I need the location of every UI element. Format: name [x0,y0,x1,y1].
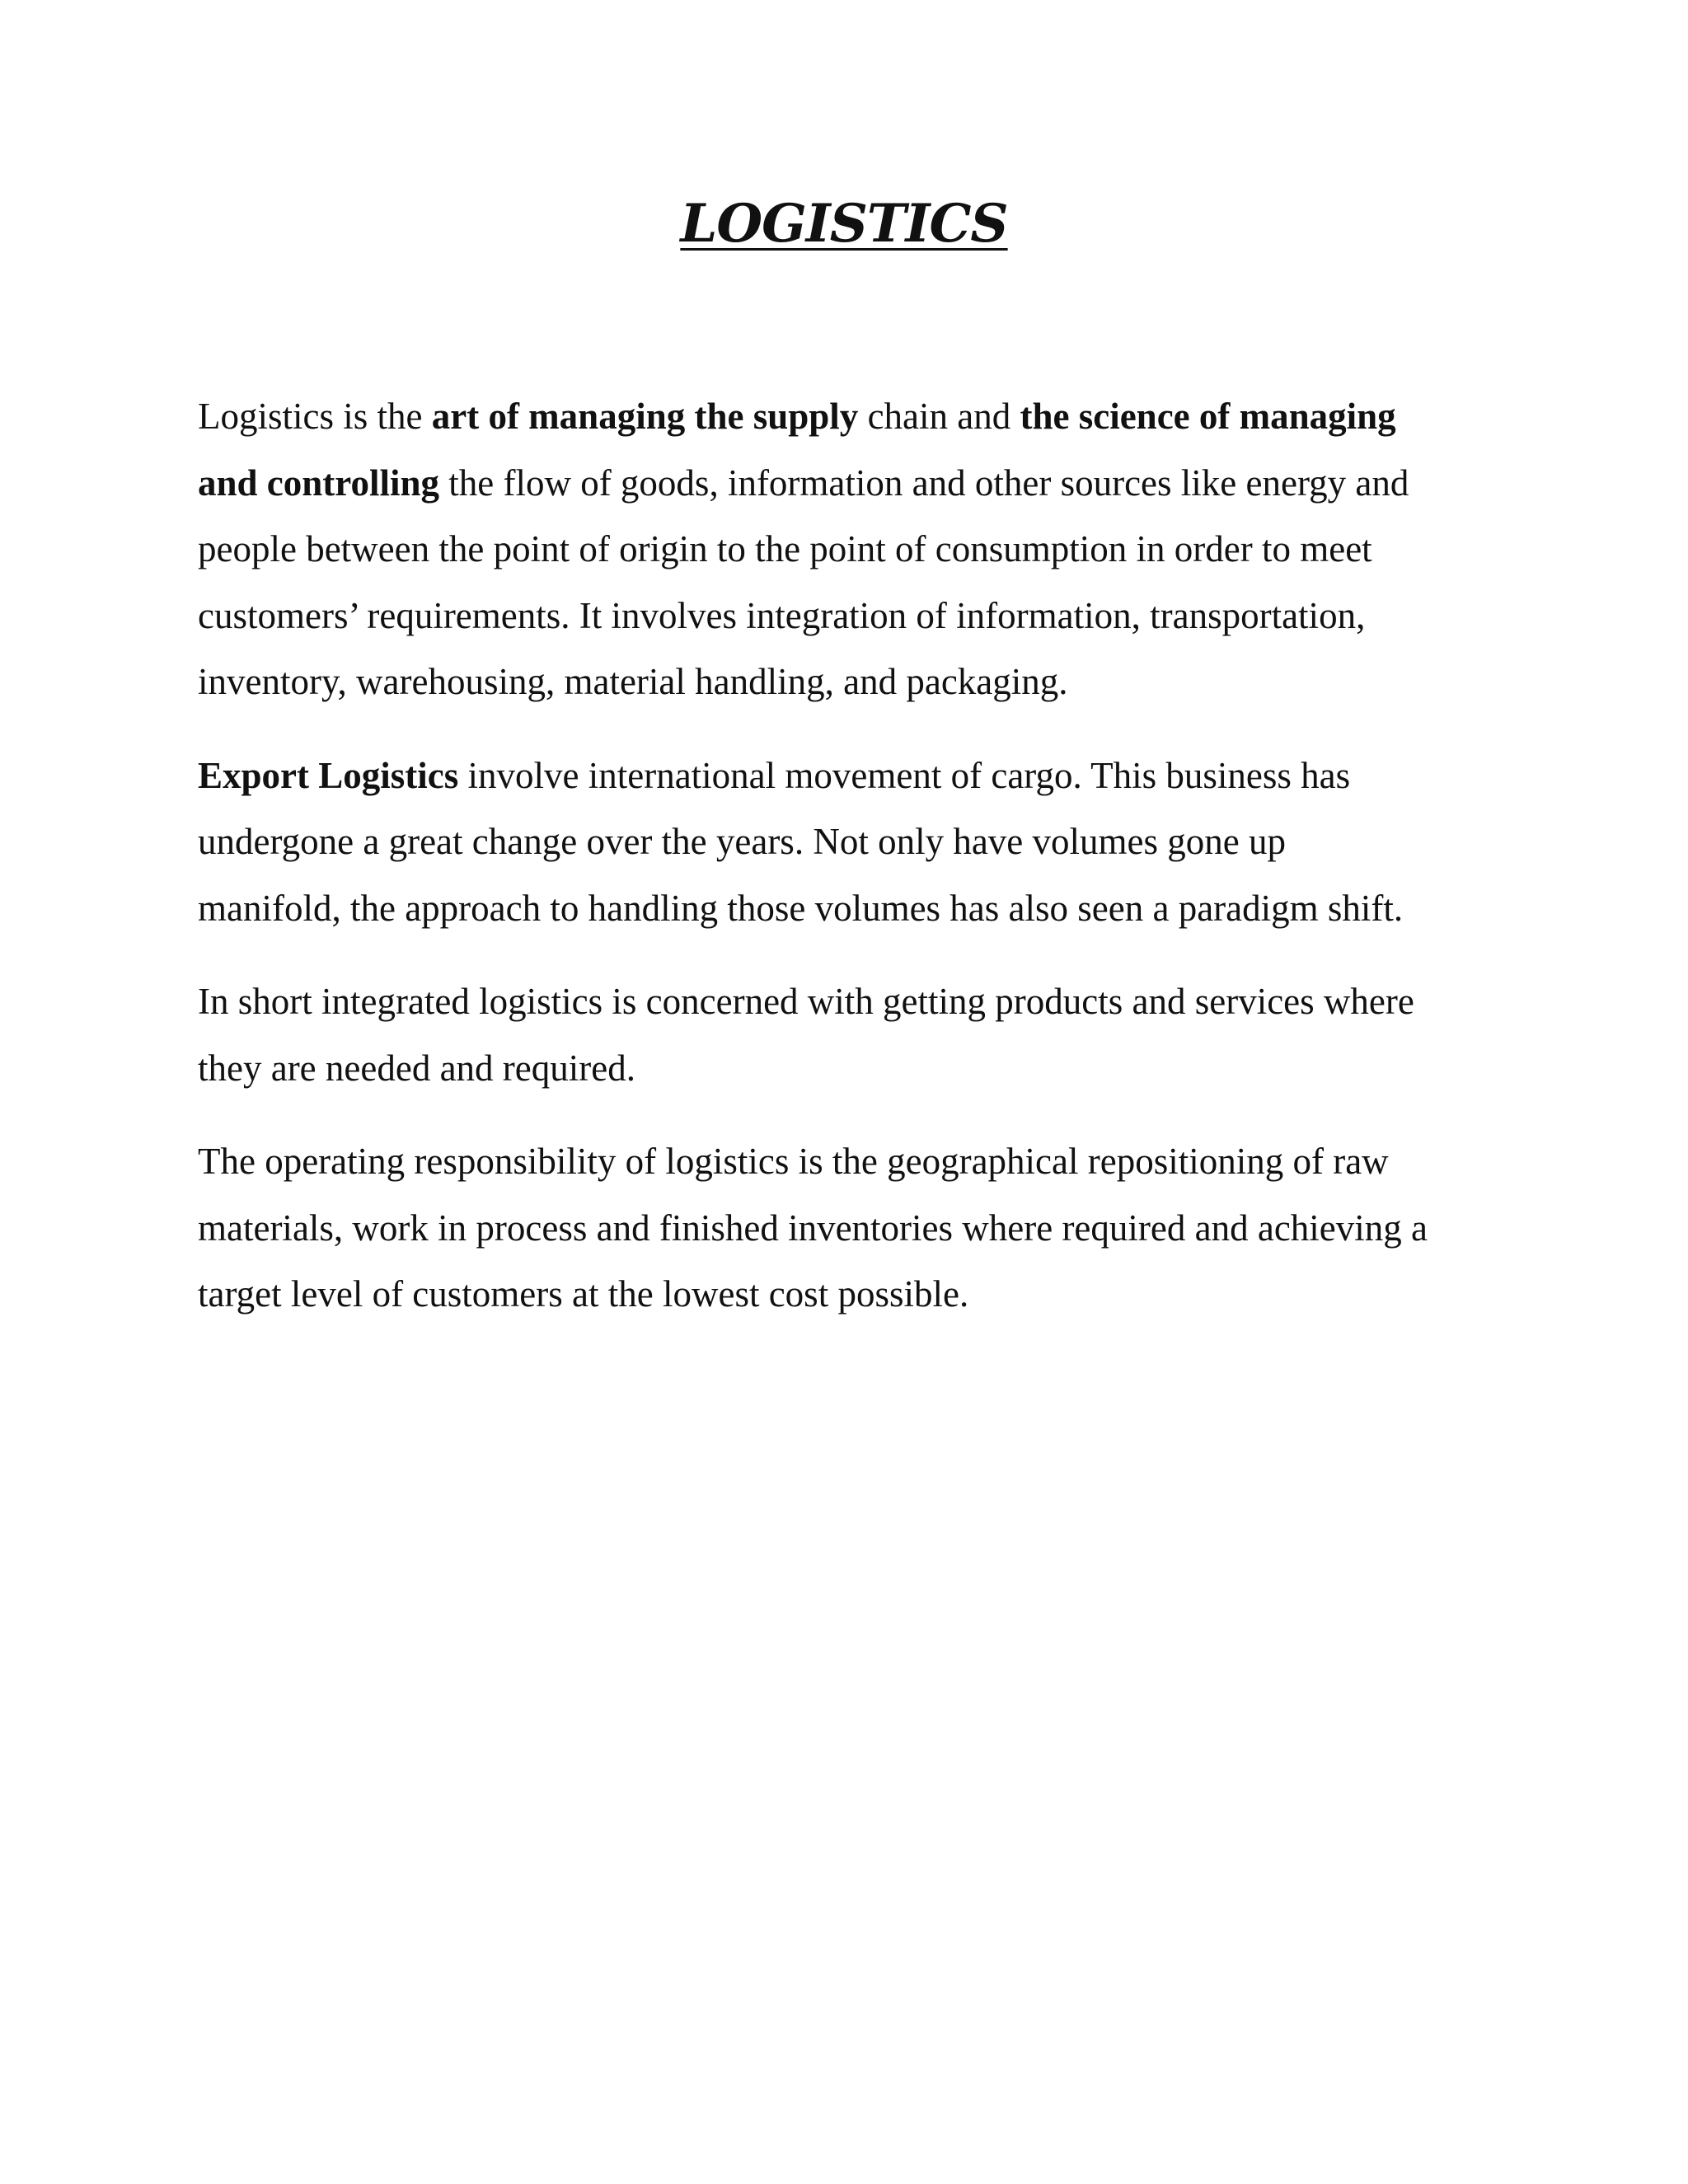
paragraph-definition [198,383,1496,715]
text-run: the flow of goods, information and other sources like energy and [438,462,1409,504]
paragraph-export-logistics [198,743,1496,942]
text-line: customers’ requirements. It involves integration of information, transportation, [198,594,1366,636]
text-line: target level of customers at the lowest cost possible. [198,1273,969,1315]
text-line [198,383,1496,450]
text-line [198,450,1496,517]
bold-text-run: Export Logistics [198,754,459,796]
text-run: Logistics is the [198,396,432,437]
page-title: LOGISTICS [680,193,1008,255]
text-line: materials, work in process and finished inventories where required and achieving a [198,1207,1428,1249]
paragraph-operating-responsibility [198,1128,1496,1328]
document-body [198,383,1496,1328]
text-run: chain and [858,396,1020,437]
text-run: involve international movement of cargo. This business has [458,754,1351,796]
text-line: people between the point of origin to the point of consumption in order to meet [198,528,1372,569]
text-line: In short integrated logistics is concerned with getting products and services where [198,981,1414,1022]
bold-text-run: the science of managing [1020,396,1396,437]
text-line: manifold, the approach to handling those volumes has also seen a paradigm shift. [198,887,1404,929]
text-line: undergone a great change over the years. Not only have volumes gone up [198,821,1286,862]
text-line: they are needed and required. [198,1047,635,1089]
bold-text-run: and controlling [198,462,439,504]
bold-text-run: art of managing the supply [431,396,859,437]
text-line: The operating responsibility of logistics is the geographical repositioning of raw [198,1141,1389,1182]
text-line: inventory, warehousing, material handling, and packaging. [198,661,1068,702]
paragraph-integrated-logistics [198,968,1496,1101]
text-line [198,743,1496,809]
